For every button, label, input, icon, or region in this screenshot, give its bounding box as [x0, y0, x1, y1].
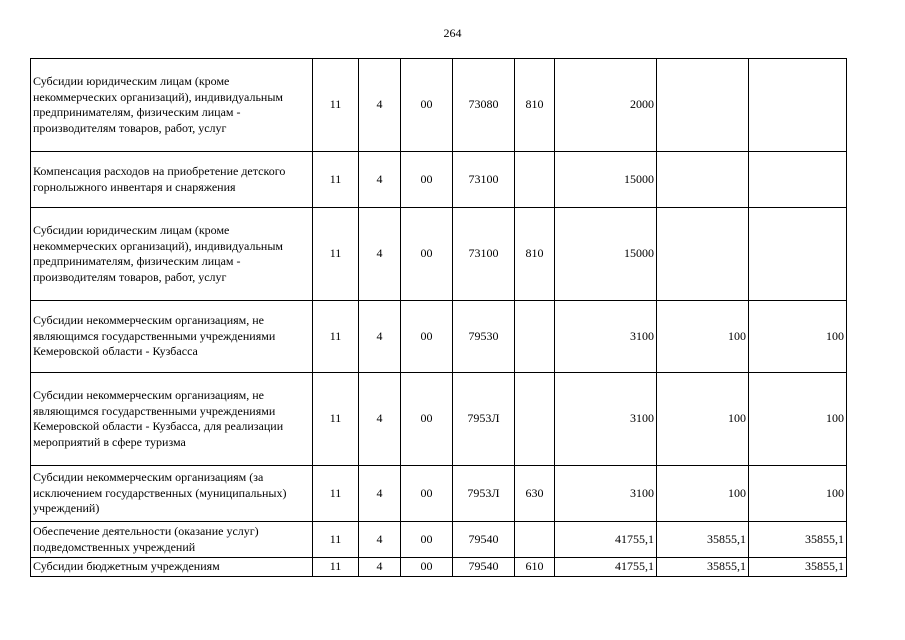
target-code: 79540	[453, 522, 515, 558]
page-number: 264	[443, 26, 462, 40]
target-code: 7953Л	[453, 373, 515, 466]
subsection-code: 4	[359, 466, 401, 522]
program-code: 00	[401, 59, 453, 152]
row-name: Субсидии бюджетным учреждениям	[31, 558, 313, 577]
row-name: Компенсация расходов на приобретение детского горнолыжного инвентаря и снаряжения	[31, 152, 313, 208]
section-code: 11	[313, 373, 359, 466]
program-code: 00	[401, 208, 453, 301]
section-code: 11	[313, 152, 359, 208]
table-row	[31, 373, 847, 466]
expense-type-code: 810	[515, 208, 555, 301]
target-code: 73080	[453, 59, 515, 152]
program-code: 00	[401, 522, 453, 558]
target-code: 79540	[453, 558, 515, 577]
target-code: 73100	[453, 208, 515, 301]
row-name: Субсидии некоммерческим организациям, не являющимся государственными учреждениями Кемеровской области - Кузбасса, для реализации мероприятий в сфере туризма	[31, 373, 313, 466]
subsection-code: 4	[359, 522, 401, 558]
target-code: 73100	[453, 152, 515, 208]
expense-type-code: 610	[515, 558, 555, 577]
section-code: 11	[313, 522, 359, 558]
subsection-code: 4	[359, 373, 401, 466]
row-name: Субсидии некоммерческим организациям (за исключением государственных (муниципальных) учреждений)	[31, 466, 313, 522]
amount-year-2: 100	[657, 466, 749, 522]
subsection-code: 4	[359, 558, 401, 577]
section-code: 11	[313, 301, 359, 373]
table-row	[31, 152, 847, 208]
table-row	[31, 558, 847, 577]
amount-year-3: 35855,1	[749, 558, 847, 577]
table-row	[31, 522, 847, 558]
amount-year-1: 3100	[555, 466, 657, 522]
program-code: 00	[401, 152, 453, 208]
amount-year-1: 3100	[555, 373, 657, 466]
table-row	[31, 208, 847, 301]
expense-type-code: 810	[515, 59, 555, 152]
expense-type-code	[515, 301, 555, 373]
amount-year-1: 41755,1	[555, 558, 657, 577]
amount-year-2	[657, 152, 749, 208]
row-name: Субсидии некоммерческим организациям, не являющимся государственными учреждениями Кемеровской области - Кузбасса	[31, 301, 313, 373]
section-code: 11	[313, 208, 359, 301]
amount-year-2	[657, 59, 749, 152]
amount-year-3: 100	[749, 301, 847, 373]
row-name: Субсидии юридическим лицам (кроме некоммерческих организаций), индивидуальным предпринимателям, физическим лицам - производителям товаров, работ, услуг	[31, 208, 313, 301]
program-code: 00	[401, 373, 453, 466]
table-row	[31, 59, 847, 152]
amount-year-3: 100	[749, 373, 847, 466]
amount-year-3: 100	[749, 466, 847, 522]
subsection-code: 4	[359, 208, 401, 301]
amount-year-2: 100	[657, 373, 749, 466]
expense-type-code	[515, 373, 555, 466]
amount-year-2: 35855,1	[657, 558, 749, 577]
program-code: 00	[401, 301, 453, 373]
amount-year-1: 15000	[555, 208, 657, 301]
subsection-code: 4	[359, 59, 401, 152]
row-name: Обеспечение деятельности (оказание услуг) подведомственных учреждений	[31, 522, 313, 558]
table-row	[31, 301, 847, 373]
amount-year-3	[749, 208, 847, 301]
amount-year-1: 3100	[555, 301, 657, 373]
section-code: 11	[313, 466, 359, 522]
amount-year-2: 35855,1	[657, 522, 749, 558]
amount-year-1: 15000	[555, 152, 657, 208]
program-code: 00	[401, 466, 453, 522]
expense-type-code: 630	[515, 466, 555, 522]
target-code: 79530	[453, 301, 515, 373]
budget-table	[30, 58, 847, 577]
amount-year-3	[749, 59, 847, 152]
program-code: 00	[401, 558, 453, 577]
amount-year-3: 35855,1	[749, 522, 847, 558]
amount-year-1: 2000	[555, 59, 657, 152]
section-code: 11	[313, 59, 359, 152]
amount-year-1: 41755,1	[555, 522, 657, 558]
amount-year-2	[657, 208, 749, 301]
subsection-code: 4	[359, 301, 401, 373]
target-code: 7953Л	[453, 466, 515, 522]
amount-year-3	[749, 152, 847, 208]
table-row	[31, 466, 847, 522]
amount-year-2: 100	[657, 301, 749, 373]
row-name: Субсидии юридическим лицам (кроме некоммерческих организаций), индивидуальным предпринимателям, физическим лицам - производителям товаров, работ, услуг	[31, 59, 313, 152]
expense-type-code	[515, 522, 555, 558]
subsection-code: 4	[359, 152, 401, 208]
section-code: 11	[313, 558, 359, 577]
expense-type-code	[515, 152, 555, 208]
